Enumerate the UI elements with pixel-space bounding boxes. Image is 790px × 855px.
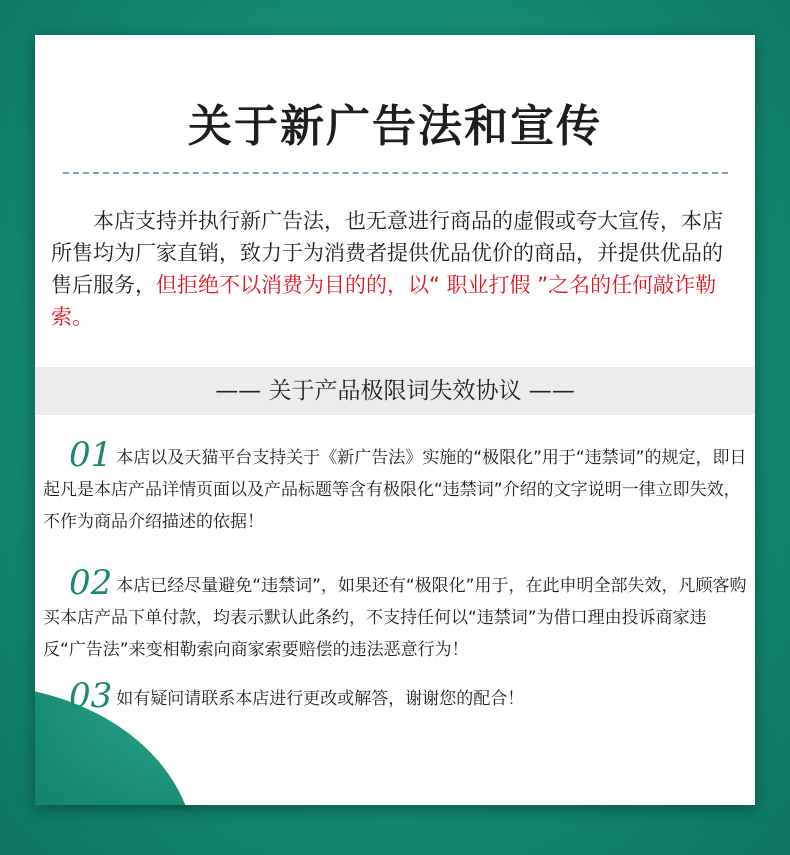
dashed-divider bbox=[63, 172, 728, 174]
intro-paragraph bbox=[51, 205, 741, 333]
clause-3 bbox=[43, 676, 748, 716]
clause-2 bbox=[43, 563, 748, 666]
clause-number: 03 bbox=[69, 676, 113, 716]
section-heading: —— 关于产品极限词失效协议 —— bbox=[35, 367, 755, 415]
clause-number: 02 bbox=[69, 563, 113, 603]
page-title: 关于新广告法和宣传 bbox=[188, 101, 602, 152]
clause-number: 01 bbox=[69, 435, 113, 475]
clause-1 bbox=[43, 435, 748, 538]
intro-warning: 但拒绝不以消费为目的的，以“ 职业打假 ”之名的任何敲诈勒索。 bbox=[51, 273, 717, 329]
intro-text: 本店支持并执行新广告法，也无意进行商品的虚假或夸大宣传，本店所售均为厂家直销，致力于为消费者提供优品优价的商品，并提供优品的售后服务， bbox=[51, 209, 723, 297]
notice-card bbox=[35, 35, 755, 805]
clause-text: 本店以及天猫平台支持关于《新广告法》实施的“极限化”用于“违禁词”的规定，即日起凡是本店产品详情页面以及产品标题等含有极限化“违禁词”介绍的文字说明一律立即失效，不作为商品介绍描述的依据！ bbox=[43, 448, 747, 532]
clause-text: 如有疑问请联系本店进行更改或解答，谢谢您的配合！ bbox=[116, 689, 525, 709]
clause-text: 本店已经尽量避免“违禁词”，如果还有“极限化”用于，在此申明全部失效，凡顾客购买本店产品下单付款，均表示默认此条约，不支持任何以“违禁词”为借口理由投诉商家违反“广告法”来变相勒索向商家索要赔偿的违法恶意行为！ bbox=[43, 576, 747, 660]
